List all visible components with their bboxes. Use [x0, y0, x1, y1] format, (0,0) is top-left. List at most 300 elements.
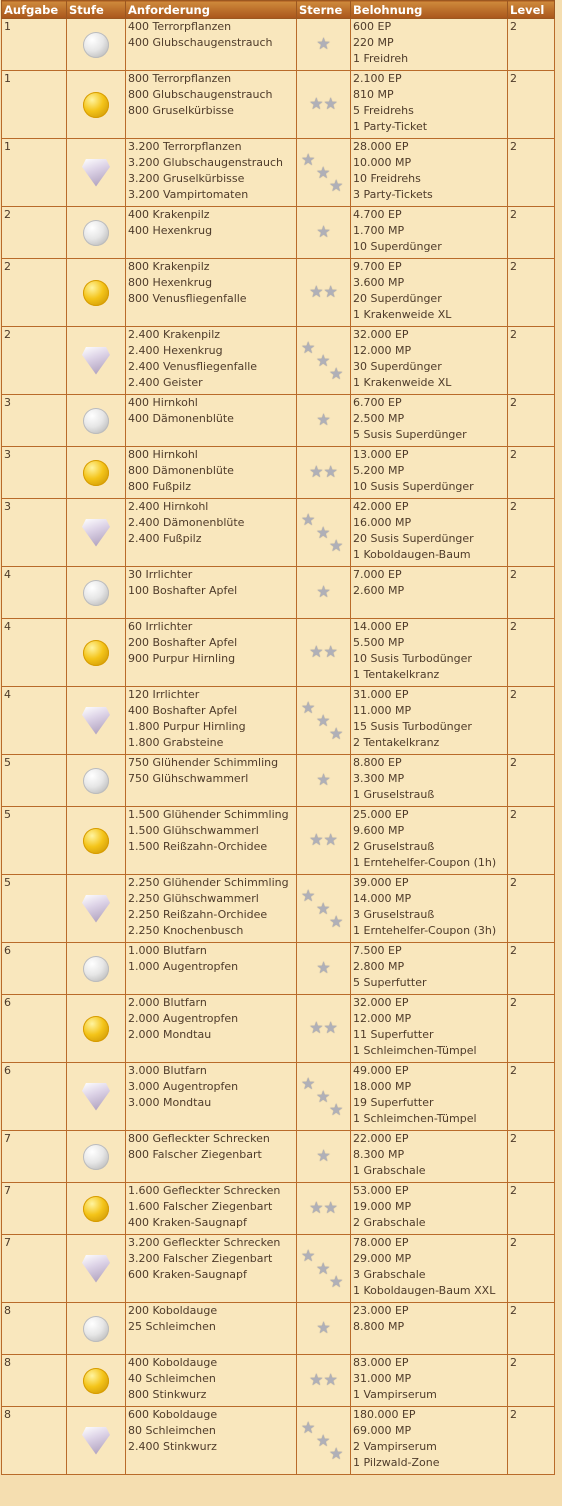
requirement-item: 800 Terrorpflanzen	[128, 72, 232, 85]
reward-item: 1 Krakenweide XL	[353, 376, 452, 389]
stage-cell	[67, 139, 126, 207]
diamond-medal-icon	[82, 347, 110, 375]
reward-item: 10 Susis Superdünger	[353, 480, 474, 493]
reward-item: 1 Grabschale	[353, 1164, 426, 1177]
header-level: Level	[508, 1, 555, 19]
reward-item: 1 Krakenweide XL	[353, 308, 452, 321]
reward-item: 20 Superdünger	[353, 292, 442, 305]
task-number: 8	[2, 1355, 67, 1407]
gold-medal-icon	[83, 1196, 109, 1222]
reward-item: 20 Susis Superdünger	[353, 532, 474, 545]
star-icon: ★	[301, 697, 316, 717]
reward-item: 4.700 EP	[353, 208, 402, 221]
diamond-medal-icon	[82, 159, 110, 187]
reward-cell	[351, 499, 508, 567]
table-row	[2, 943, 555, 995]
reward-cell	[351, 207, 508, 259]
reward-item: 5 Susis Superdünger	[353, 428, 467, 441]
reward-item: 1 Party-Ticket	[353, 120, 428, 133]
silver-medal-icon	[83, 32, 109, 58]
star-icon: ★	[301, 337, 316, 357]
star-icon: ★	[309, 829, 324, 849]
reward-item: 10.000 MP	[353, 156, 412, 169]
star-icon: ★	[316, 221, 331, 241]
silver-medal-icon	[83, 1316, 109, 1342]
requirement-item: 400 Boshafter Apfel	[128, 704, 238, 717]
reward-item: 1 Gruselstrauß	[353, 788, 435, 801]
requirement-item: 800 Glubschaugenstrauch	[128, 88, 273, 101]
reward-item: 15 Susis Turbodünger	[353, 720, 472, 733]
requirement-item: 400 Hirnkohl	[128, 396, 198, 409]
level-cell: 2	[508, 995, 555, 1063]
requirement-cell	[126, 1131, 297, 1183]
requirement-item: 2.250 Reißzahn-Orchidee	[128, 908, 268, 921]
requirement-item: 2.000 Blutfarn	[128, 996, 207, 1009]
requirement-item: 100 Boshafter Apfel	[128, 584, 238, 597]
task-number: 5	[2, 755, 67, 807]
requirement-item: 400 Krakenpilz	[128, 208, 210, 221]
header-task: Aufgabe	[2, 1, 67, 19]
tasks-table	[1, 0, 555, 1475]
stage-cell	[67, 619, 126, 687]
star-icon: ★	[329, 1271, 344, 1291]
requirement-item: 800 Gruselkürbisse	[128, 104, 234, 117]
star-icon: ★	[316, 162, 331, 182]
requirement-item: 2.400 Dämonenblüte	[128, 516, 245, 529]
stage-cell	[67, 1063, 126, 1131]
level-cell: 2	[508, 71, 555, 139]
requirement-cell	[126, 875, 297, 943]
reward-item: 78.000 EP	[353, 1236, 409, 1249]
table-row	[2, 567, 555, 619]
reward-item: 3.600 MP	[353, 276, 405, 289]
reward-cell	[351, 395, 508, 447]
reward-item: 6.700 EP	[353, 396, 402, 409]
stars-cell	[297, 1063, 351, 1131]
task-number: 6	[2, 1063, 67, 1131]
reward-cell	[351, 71, 508, 139]
requirement-item: 2.400 Venusfliegenfalle	[128, 360, 258, 373]
task-number: 2	[2, 207, 67, 259]
star-icon: ★	[316, 409, 331, 429]
reward-item: 5 Superfutter	[353, 976, 427, 989]
requirement-cell	[126, 1303, 297, 1355]
task-number: 1	[2, 139, 67, 207]
reward-item: 11 Superfutter	[353, 1028, 434, 1041]
diamond-medal-icon	[82, 1427, 110, 1455]
table-row	[2, 1183, 555, 1235]
star-icon: ★	[301, 885, 316, 905]
requirement-item: 2.400 Krakenpilz	[128, 328, 221, 341]
requirement-item: 200 Koboldauge	[128, 1304, 218, 1317]
table-row	[2, 447, 555, 499]
silver-medal-icon	[83, 220, 109, 246]
star-icon: ★	[323, 641, 338, 661]
requirement-item: 800 Venusfliegenfalle	[128, 292, 247, 305]
level-cell: 2	[508, 259, 555, 327]
reward-item: 1 Vampirserum	[353, 1388, 437, 1401]
reward-item: 22.000 EP	[353, 1132, 409, 1145]
reward-item: 28.000 EP	[353, 140, 409, 153]
requirement-item: 400 Terrorpflanzen	[128, 20, 232, 33]
task-number: 2	[2, 259, 67, 327]
star-icon: ★	[309, 1369, 324, 1389]
reward-item: 220 MP	[353, 36, 394, 49]
reward-item: 32.000 EP	[353, 996, 409, 1009]
reward-cell	[351, 1235, 508, 1303]
reward-item: 2 Vampirserum	[353, 1440, 437, 1453]
reward-item: 10 Susis Turbodünger	[353, 652, 472, 665]
reward-item: 39.000 EP	[353, 876, 409, 889]
stage-cell	[67, 1183, 126, 1235]
reward-item: 31.000 EP	[353, 688, 409, 701]
requirement-cell	[126, 499, 297, 567]
reward-item: 11.000 MP	[353, 704, 412, 717]
reward-cell	[351, 807, 508, 875]
table-row	[2, 875, 555, 943]
gold-medal-icon	[83, 1016, 109, 1042]
table-row	[2, 139, 555, 207]
task-number: 7	[2, 1183, 67, 1235]
reward-cell	[351, 875, 508, 943]
reward-item: 1 Freidreh	[353, 52, 409, 65]
star-icon: ★	[323, 93, 338, 113]
requirement-item: 800 Krakenpilz	[128, 260, 210, 273]
requirement-cell	[126, 71, 297, 139]
stage-cell	[67, 259, 126, 327]
reward-cell	[351, 19, 508, 71]
requirement-item: 60 Irrlichter	[128, 620, 193, 633]
stars-cell	[297, 1355, 351, 1407]
header-stars: Sterne	[297, 1, 351, 19]
star-icon: ★	[316, 769, 331, 789]
reward-item: 8.800 MP	[353, 1320, 405, 1333]
level-cell: 2	[508, 619, 555, 687]
diamond-medal-icon	[82, 707, 110, 735]
requirement-cell	[126, 19, 297, 71]
task-number: 5	[2, 807, 67, 875]
reward-item: 12.000 MP	[353, 1012, 412, 1025]
table-row	[2, 19, 555, 71]
level-cell: 2	[508, 1235, 555, 1303]
table-row	[2, 499, 555, 567]
requirement-item: 3.200 Gruselkürbisse	[128, 172, 245, 185]
diamond-medal-icon	[82, 1255, 110, 1283]
stage-cell	[67, 687, 126, 755]
requirement-cell	[126, 1183, 297, 1235]
stage-cell	[67, 807, 126, 875]
reward-item: 14.000 MP	[353, 892, 412, 905]
requirement-cell	[126, 995, 297, 1063]
requirement-item: 1.800 Grabsteine	[128, 736, 224, 749]
reward-cell	[351, 327, 508, 395]
requirement-item: 2.400 Stinkwurz	[128, 1440, 217, 1453]
reward-cell	[351, 1303, 508, 1355]
requirement-cell	[126, 327, 297, 395]
requirement-item: 800 Gefleckter Schrecken	[128, 1132, 270, 1145]
task-number: 6	[2, 943, 67, 995]
gold-medal-icon	[83, 92, 109, 118]
level-cell: 2	[508, 875, 555, 943]
reward-item: 10 Freidrehs	[353, 172, 421, 185]
requirement-cell	[126, 1355, 297, 1407]
reward-item: 83.000 EP	[353, 1356, 409, 1369]
star-icon: ★	[309, 1017, 324, 1037]
requirement-item: 800 Fußpilz	[128, 480, 191, 493]
table-row	[2, 807, 555, 875]
star-icon: ★	[329, 175, 344, 195]
requirement-item: 1.500 Glühender Schimmling	[128, 808, 289, 821]
task-number: 7	[2, 1131, 67, 1183]
requirement-item: 2.250 Knochenbusch	[128, 924, 244, 937]
star-icon: ★	[316, 957, 331, 977]
reward-item: 3.300 MP	[353, 772, 405, 785]
level-cell: 2	[508, 755, 555, 807]
level-cell: 2	[508, 447, 555, 499]
stage-cell	[67, 1235, 126, 1303]
requirement-item: 2.400 Hirnkohl	[128, 500, 209, 513]
stars-cell	[297, 567, 351, 619]
table-body	[2, 19, 555, 1475]
reward-item: 9.700 EP	[353, 260, 402, 273]
task-number: 4	[2, 619, 67, 687]
gold-medal-icon	[83, 1368, 109, 1394]
reward-item: 1 Koboldaugen-Baum	[353, 548, 471, 561]
table-row	[2, 395, 555, 447]
star-icon: ★	[309, 461, 324, 481]
reward-item: 49.000 EP	[353, 1064, 409, 1077]
requirement-item: 3.200 Vampirtomaten	[128, 188, 249, 201]
requirement-item: 3.000 Mondtau	[128, 1096, 212, 1109]
reward-item: 19 Superfutter	[353, 1096, 434, 1109]
task-number: 8	[2, 1303, 67, 1355]
silver-medal-icon	[83, 580, 109, 606]
reward-item: 7.500 EP	[353, 944, 402, 957]
level-cell: 2	[508, 395, 555, 447]
reward-cell	[351, 1131, 508, 1183]
reward-item: 3 Grabschale	[353, 1268, 426, 1281]
stars-cell	[297, 1183, 351, 1235]
star-icon: ★	[316, 1086, 331, 1106]
silver-medal-icon	[83, 1144, 109, 1170]
reward-cell	[351, 1407, 508, 1475]
reward-cell	[351, 567, 508, 619]
stars-cell	[297, 807, 351, 875]
star-icon: ★	[323, 461, 338, 481]
stars-cell	[297, 619, 351, 687]
reward-item: 1.700 MP	[353, 224, 405, 237]
stage-cell	[67, 1131, 126, 1183]
level-cell: 2	[508, 19, 555, 71]
diamond-medal-icon	[82, 895, 110, 923]
star-icon: ★	[301, 149, 316, 169]
level-cell: 2	[508, 807, 555, 875]
requirement-item: 600 Kraken-Saugnapf	[128, 1268, 247, 1281]
stage-cell	[67, 1407, 126, 1475]
table-header-row	[2, 1, 555, 19]
table-row	[2, 207, 555, 259]
reward-item: 2.100 EP	[353, 72, 402, 85]
stars-cell	[297, 1131, 351, 1183]
requirement-cell	[126, 395, 297, 447]
reward-item: 42.000 EP	[353, 500, 409, 513]
header-requirement: Anforderung	[126, 1, 297, 19]
star-icon: ★	[309, 641, 324, 661]
reward-cell	[351, 139, 508, 207]
requirement-item: 3.000 Augentropfen	[128, 1080, 239, 1093]
gold-medal-icon	[83, 640, 109, 666]
reward-item: 1 Tentakelkranz	[353, 668, 440, 681]
reward-item: 30 Superdünger	[353, 360, 442, 373]
level-cell: 2	[508, 943, 555, 995]
requirement-item: 750 Glühschwammerl	[128, 772, 249, 785]
level-cell: 2	[508, 1063, 555, 1131]
star-icon: ★	[316, 898, 331, 918]
stars-cell	[297, 755, 351, 807]
table-row	[2, 1063, 555, 1131]
level-cell: 2	[508, 567, 555, 619]
requirement-item: 40 Schleimchen	[128, 1372, 216, 1385]
star-icon: ★	[329, 535, 344, 555]
requirement-item: 120 Irrlichter	[128, 688, 200, 701]
star-icon: ★	[316, 710, 331, 730]
reward-item: 14.000 EP	[353, 620, 409, 633]
table-row	[2, 687, 555, 755]
reward-item: 25.000 EP	[353, 808, 409, 821]
star-icon: ★	[323, 281, 338, 301]
requirement-item: 400 Dämonenblüte	[128, 412, 234, 425]
table-row	[2, 259, 555, 327]
star-icon: ★	[316, 350, 331, 370]
gold-medal-icon	[83, 280, 109, 306]
stars-cell	[297, 995, 351, 1063]
requirement-item: 1.500 Reißzahn-Orchidee	[128, 840, 268, 853]
table-row	[2, 755, 555, 807]
level-cell: 2	[508, 1131, 555, 1183]
stage-cell	[67, 943, 126, 995]
stars-cell	[297, 395, 351, 447]
stars-cell	[297, 1303, 351, 1355]
stars-cell	[297, 139, 351, 207]
requirement-item: 1.600 Gefleckter Schrecken	[128, 1184, 281, 1197]
requirement-item: 800 Hirnkohl	[128, 448, 198, 461]
task-number: 3	[2, 499, 67, 567]
requirement-item: 25 Schleimchen	[128, 1320, 216, 1333]
stage-cell	[67, 327, 126, 395]
requirement-item: 600 Koboldauge	[128, 1408, 218, 1421]
star-icon: ★	[323, 1369, 338, 1389]
requirement-item: 3.200 Glubschaugenstrauch	[128, 156, 284, 169]
level-cell: 2	[508, 207, 555, 259]
reward-item: 1 Koboldaugen-Baum XXL	[353, 1284, 496, 1297]
reward-item: 69.000 MP	[353, 1424, 412, 1437]
silver-medal-icon	[83, 408, 109, 434]
stars-cell	[297, 1407, 351, 1475]
requirement-item: 30 Irrlichter	[128, 568, 193, 581]
requirement-item: 400 Hexenkrug	[128, 224, 213, 237]
stage-cell	[67, 755, 126, 807]
requirement-item: 800 Falscher Ziegenbart	[128, 1148, 262, 1161]
reward-cell	[351, 1355, 508, 1407]
requirement-item: 1.000 Blutfarn	[128, 944, 207, 957]
star-icon: ★	[323, 1017, 338, 1037]
level-cell: 2	[508, 327, 555, 395]
requirement-item: 800 Stinkwurz	[128, 1388, 207, 1401]
reward-item: 3 Party-Tickets	[353, 188, 433, 201]
gold-medal-icon	[83, 460, 109, 486]
diamond-medal-icon	[82, 1083, 110, 1111]
stage-cell	[67, 71, 126, 139]
star-icon: ★	[316, 1258, 331, 1278]
reward-item: 13.000 EP	[353, 448, 409, 461]
task-number: 2	[2, 327, 67, 395]
requirement-cell	[126, 755, 297, 807]
stage-cell	[67, 207, 126, 259]
reward-item: 16.000 MP	[353, 516, 412, 529]
requirement-item: 2.400 Hexenkrug	[128, 344, 223, 357]
requirement-item: 800 Hexenkrug	[128, 276, 213, 289]
task-number: 5	[2, 875, 67, 943]
requirement-cell	[126, 619, 297, 687]
star-icon: ★	[329, 911, 344, 931]
requirement-item: 3.200 Terrorpflanzen	[128, 140, 242, 153]
reward-cell	[351, 259, 508, 327]
star-icon: ★	[316, 1317, 331, 1337]
reward-item: 2 Gruselstrauß	[353, 840, 435, 853]
stage-cell	[67, 995, 126, 1063]
star-icon: ★	[316, 581, 331, 601]
requirement-item: 2.250 Glühender Schimmling	[128, 876, 289, 889]
star-icon: ★	[329, 1099, 344, 1119]
reward-item: 2 Tentakelkranz	[353, 736, 440, 749]
reward-item: 2.500 MP	[353, 412, 405, 425]
requirement-item: 1.800 Purpur Hirnling	[128, 720, 246, 733]
star-icon: ★	[301, 1245, 316, 1265]
requirement-item: 3.200 Falscher Ziegenbart	[128, 1252, 273, 1265]
task-number: 8	[2, 1407, 67, 1475]
requirement-item: 800 Dämonenblüte	[128, 464, 234, 477]
reward-item: 10 Superdünger	[353, 240, 442, 253]
reward-item: 810 MP	[353, 88, 394, 101]
requirement-cell	[126, 447, 297, 499]
requirement-cell	[126, 1235, 297, 1303]
reward-item: 3 Gruselstrauß	[353, 908, 435, 921]
star-icon: ★	[309, 281, 324, 301]
reward-cell	[351, 943, 508, 995]
stars-cell	[297, 259, 351, 327]
reward-cell	[351, 1063, 508, 1131]
table-row	[2, 1407, 555, 1475]
requirement-item: 2.000 Mondtau	[128, 1028, 212, 1041]
stars-cell	[297, 19, 351, 71]
requirement-item: 200 Boshafter Apfel	[128, 636, 238, 649]
requirement-cell	[126, 1063, 297, 1131]
stars-cell	[297, 71, 351, 139]
reward-item: 600 EP	[353, 20, 392, 33]
table-row	[2, 1235, 555, 1303]
reward-item: 2.800 MP	[353, 960, 405, 973]
reward-item: 19.000 MP	[353, 1200, 412, 1213]
reward-item: 2 Grabschale	[353, 1216, 426, 1229]
table-row	[2, 995, 555, 1063]
reward-cell	[351, 995, 508, 1063]
level-cell: 2	[508, 1183, 555, 1235]
table-row	[2, 1131, 555, 1183]
requirement-item: 2.000 Augentropfen	[128, 1012, 239, 1025]
task-number: 1	[2, 71, 67, 139]
stars-cell	[297, 687, 351, 755]
reward-item: 180.000 EP	[353, 1408, 416, 1421]
